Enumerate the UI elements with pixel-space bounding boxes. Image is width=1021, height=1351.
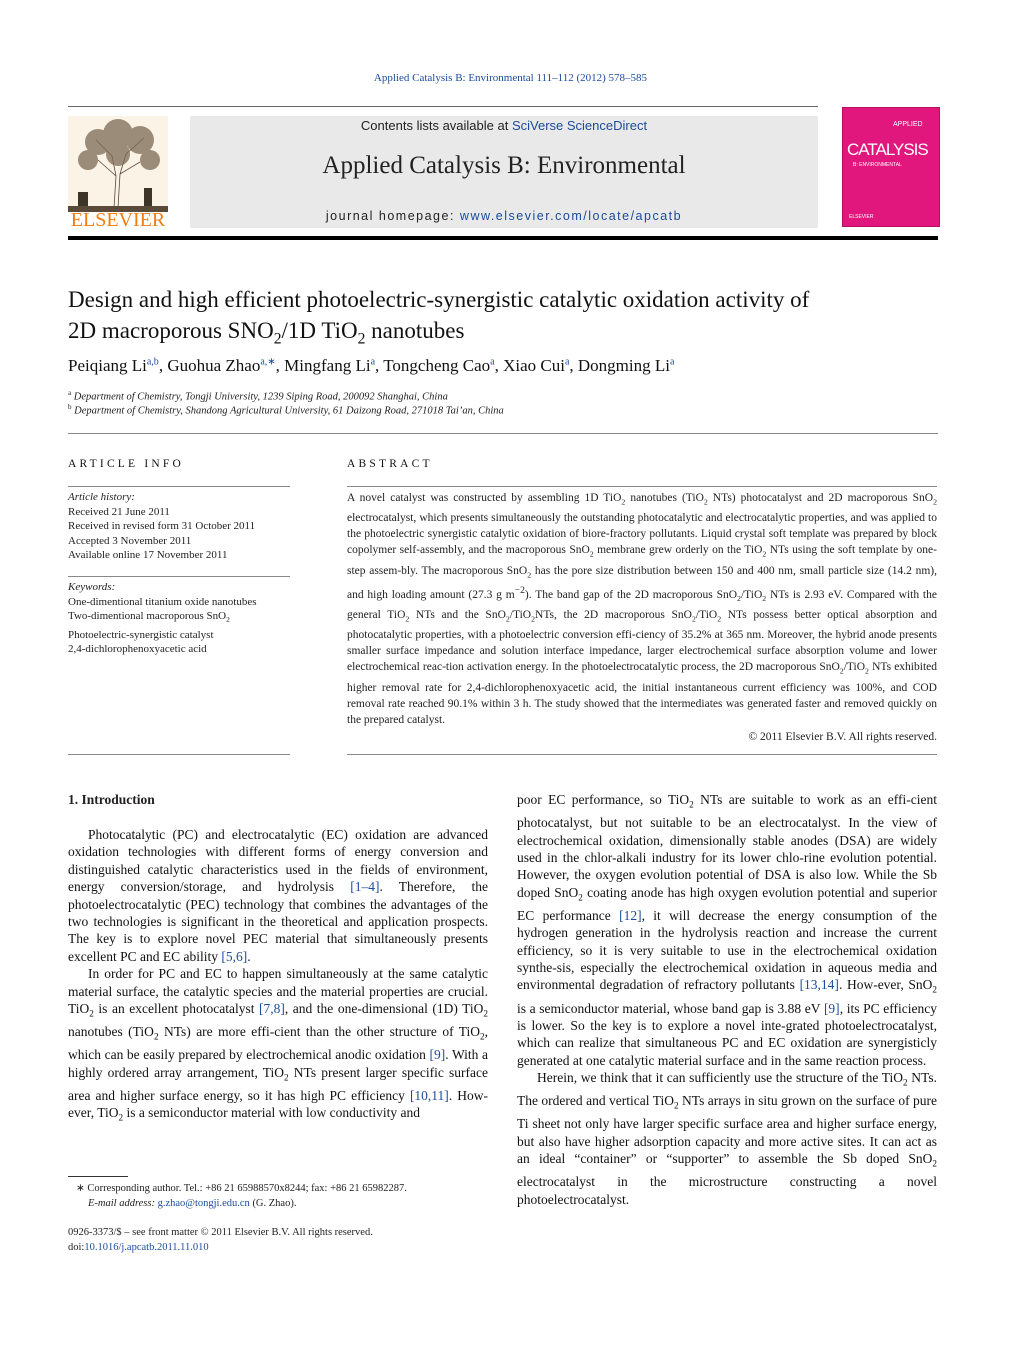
keywords xyxy=(68,580,290,657)
journal-banner xyxy=(190,116,818,228)
history-online: Available online 17 November 2011 xyxy=(68,549,228,561)
cover-title: CATALYSIS xyxy=(847,140,928,159)
journal-citation[interactable]: Applied Catalysis B: Environmental 111–112 (2012) 578–585 xyxy=(373,72,648,84)
article-info-rule xyxy=(68,486,290,487)
history-accepted: Accepted 3 November 2011 xyxy=(68,534,192,547)
reference-link[interactable]: [10,11] xyxy=(409,1087,449,1103)
affiliation-b: $^b$ Department of Chemistry, Shandong Agricultural University, 61 Daizong Road, 271018 Tai’an, China xyxy=(68,403,504,417)
email-note xyxy=(88,1196,296,1211)
intro-paragraph: In order for PC and EC to happen simultaneously at the same catalytic material surface, the catalytic species and the material properties are crucial. TiO$_2$ is an excellent photocatalyst [7,8], and the one-dimensional (1D) TiO$_2$ nanotubes (TiO$_2$ NTs) are more effi-cient than the other structure of TiO$_2$, which can be easily prepared by electrochemical anodic oxidation [9]. With a highly ordered array arrangement, TiO$_2$ NTs present larger specific surface area and higher surface energy, so it has high PC efficiency [10,11]. How-ever, TiO$_2$ is a semiconductor material with low conductivity and xyxy=(68,966,489,1123)
elsevier-tree-icon xyxy=(68,116,168,212)
footnote-rule xyxy=(68,1176,128,1177)
corresponding-author-note: ∗ Corresponding author. Tel.: +86 21 65988570x8244; fax: +86 21 65982287. xyxy=(76,1183,407,1194)
history-received: Received 21 June 2011 xyxy=(68,505,170,518)
header-rule xyxy=(68,236,938,240)
reference-link[interactable]: [7,8] xyxy=(259,1001,285,1017)
reference-link[interactable]: [9] xyxy=(429,1047,446,1063)
elsevier-logo[interactable] xyxy=(68,116,168,232)
homepage-line xyxy=(190,209,818,223)
keyword-item[interactable]: One-dimentional titanium oxide nanotubes xyxy=(68,595,257,608)
abstract-heading: ABSTRACT xyxy=(347,458,433,470)
reference-link[interactable]: [9] xyxy=(823,1000,840,1016)
email-suffix: (G. Zhao). xyxy=(249,1198,297,1209)
keywords-label: Keywords: xyxy=(68,581,116,593)
keyword-item[interactable]: 2,4-dichlorophenoxyacetic acid xyxy=(68,643,207,656)
email-label: E-mail address: xyxy=(88,1198,158,1209)
issn-line: 0926-3373/$ – see front matter © 2011 Elsevier B.V. All rights reserved. xyxy=(68,1227,373,1238)
author-list: Peiqiang Li$^{a,b}$, Guohua Zhao$^{a,∗}$, Mingfang Li$^a$, Tongcheng Cao$^a$, Xiao Cui$^a$, Dongming Li$^a$ xyxy=(68,356,675,375)
intro-paragraph: Herein, we think that it can sufficiently use the structure of the TiO$_2$ NTs. The ordered and vertical TiO$_2$ NTs arrays in situ grown on the surface of pure Ti sheet not only have larger specific surface area and higher surface energy, but also have higher adsorption capacity and more active sites. It can act as an ideal “container” or “supporter” to assemble the Sb doped SnO$_2$ electrocatalyst in the microstructure constructing a novel photoelectrocatalyst. xyxy=(517,1070,937,1207)
abstract-copyright: © 2011 Elsevier B.V. All rights reserved. xyxy=(748,731,937,743)
intro-left-column xyxy=(68,826,488,1127)
keyword-item[interactable]: Photoelectric-synergistic catalyst xyxy=(68,628,214,641)
article-title: Design and high efficient photoelectric-synergistic catalytic oxidation activity of 2D macroporous $SNO_2/1D$ TiO$_2$ nanotubes xyxy=(68,287,810,348)
abstract-text: A novel catalyst was constructed by assembling 1D TiO$_2$ nanotubes (TiO$_2$ NTs) photocatalyst and 2D macroporous SnO$_2$ electrocatalyst, which presents simultaneously the outstanding photocatalytic and electrocatalytic properties, and was applied to the photoelectric synergistic catalytic oxidation of biore-fractory pollutants. Liquid crystal soft template was prepared by block copolymer self-assembly, and the macroporous SnO$_2$ membrane grew orderly on the TiO$_2$ NTs using the soft template by one-step assem-bly. The macroporous SnO$_2$ has the pore size distribution between 150 and 400 nm, small particle size (14.2 nm), and high loading amount (27.3 g $m^{-2}$). The band gap of the 2D macroporous SnO$_2$/TiO$_2$ NTs is 2.93 eV. Compared with the general TiO$_2$ NTs and the SnO$_2$/TiO$_2$NTs, the 2D macroporous SnO$_2$/TiO$_2$ NTs possess better optical absorption and photocatalytic properties, with a photoelectric conversion effi-ciency of 35.2% at 365 nm. Moreover, the hybrid anode presents smaller surface impedance and solution interface impedance, larger electrochemical surface absorption volume and lower electrochemical reac-tion activation energy. In the photoelectrocatalytic process, the 2D macroporous SnO$_2$/TiO$_2$ NTs exhibited higher removal rate for 2,4-dichlorophenoxyacetic acid, the initial instantaneous current efficiency was 100%, and COD removal rate reached 90.1% within 3 h. The study showed that the intermediates was generated faster and removed quickly on the prepared catalyst. xyxy=(347,492,938,726)
article-info-heading: ARTICLE INFO xyxy=(68,458,184,470)
introduction-heading: 1. Introduction xyxy=(68,792,155,807)
contents-prefix: Contents lists available at xyxy=(360,118,512,133)
abstract-rule xyxy=(347,486,937,487)
reference-link[interactable]: [5,6] xyxy=(221,948,248,964)
cover-section: B: ENVIRONMENTAL xyxy=(853,162,902,168)
journal-cover-thumbnail[interactable] xyxy=(842,107,940,227)
keyword-item[interactable]: Two-dimentional macroporous SnO$_2$ xyxy=(68,610,230,625)
intro-right-column xyxy=(517,791,937,1208)
article-info-bottom-rule xyxy=(68,754,290,755)
journal-name: Applied Catalysis B: Environmental xyxy=(322,152,686,179)
doi-line xyxy=(68,1240,209,1255)
homepage-prefix: journal homepage: xyxy=(325,209,460,223)
cover-subtitle: APPLIED xyxy=(893,121,923,128)
history-label: Article history: xyxy=(68,491,135,503)
doi-link[interactable]: 10.1016/j.apcatb.2011.11.010 xyxy=(84,1242,209,1253)
keywords-rule xyxy=(68,576,290,577)
contents-line xyxy=(190,118,818,133)
homepage-link[interactable]: www.elsevier.com/locate/apcatb xyxy=(459,209,683,223)
email-link[interactable]: g.zhao@tongji.edu.cn xyxy=(157,1198,250,1209)
cover-publisher: ELSEVIER xyxy=(849,214,874,220)
affiliation-a: $^a$ Department of Chemistry, Tongji University, 1239 Siping Road, 200092 Shanghai, China xyxy=(68,389,448,403)
header-divider xyxy=(68,106,818,107)
affiliation-divider xyxy=(68,433,938,434)
intro-paragraph: poor EC performance, so TiO$_2$ NTs are suitable to work as an effi-cient photocatalyst, but not suitable to be an electrocatalyst. In the view of electrochemical oxidation, dimensionally stable anodes (DSA) are widely used in the chlor-alkali industry for its lower chlo-rine evolution potential. However, the oxygen evolution potential of DSA is also low. While the Sb doped SnO$_2$ coating anode has high oxygen evolution potential and superior EC performance [12], it will decrease the energy consumption of the hydrogen generation in the hydrolysis reaction and increase the current efficiency, so it is very suitable to use in the electrochemical oxidation synthe-sis, especially the electrochemical oxidation in aqueous media and environmental degradation of refractory pollutants [13,14]. How-ever, SnO$_2$ is a semiconductor material, whose band gap is 3.88 eV [9], its PC efficiency is lower. So the key is to explore a novel inte-grated photoelectrocatalyst, which can realize that simultaneous PC and EC oxidation are synergisticly generated at one catalytic material surface and in the same reaction process. xyxy=(517,792,938,1068)
reference-link[interactable]: [13,14] xyxy=(799,977,839,993)
article-history xyxy=(68,490,290,563)
intro-paragraph: Photocatalytic (PC) and electrocatalytic (EC) oxidation are advanced oxidation technologies with different forms of energy conversion and distinguished catalytic characteristics used in the fields of environment, energy conversion/storage, and hydrolysis [1–4]. Therefore, the photoelectrocatalytic (PEC) technology that combines the advantages of the two technologies is significant in the theoretical and application prospects. The key is to explore novel PEC material that simultaneously presents excellent PC and EC ability [5,6]. xyxy=(68,827,488,964)
history-revised: Received in revised form 31 October 2011 xyxy=(68,520,256,532)
doi-prefix: doi: xyxy=(68,1242,85,1253)
reference-link[interactable]: [1–4] xyxy=(350,879,380,895)
abstract-bottom-rule xyxy=(347,754,937,755)
reference-link[interactable]: [12] xyxy=(619,907,642,923)
publisher-wordmark: ELSEVIER xyxy=(70,209,166,231)
sciencedirect-link[interactable]: SciVerse ScienceDirect xyxy=(511,118,648,133)
